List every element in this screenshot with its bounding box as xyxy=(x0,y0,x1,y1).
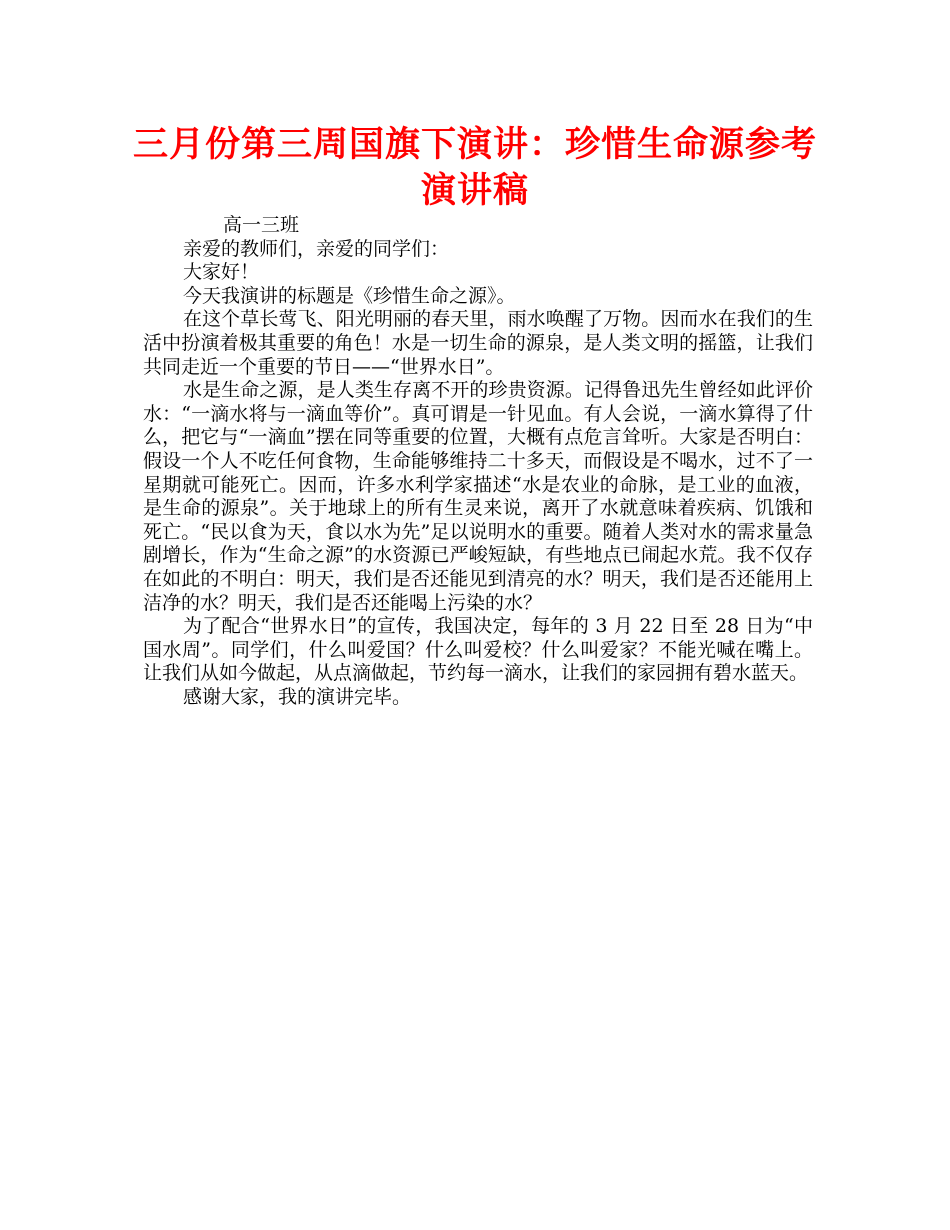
class-name: 高一三班 xyxy=(223,214,300,236)
paragraph-topic: 今天我演讲的标题是《珍惜生命之源》。 xyxy=(183,284,516,307)
paragraph-water-source: 水是生命之源，是人类生存离不开的珍贵资源。记得鲁迅先生曾经如此评价水：“一滴水将与一滴血等价”。真可谓是一针见血。有人会说，一滴水算得了什么，把它与“一滴血”摆在同等重要的位置，大概有点危言耸听。大家是否明白：假设一个人不吃任何食物，生命能够维持二十多天，而假设是不喝水，过不了一星期就可能死亡。因而，许多水利学家描述“水是农业的命脉，是工业的血液，是生命的源泉”。关于地球上的所有生灵来说，离开了水就意味着疾病、饥饿和死亡。“民以食为天，食以水为先”足以说明水的重要。随着人类对水的需求量急剧增长，作为“生命之源”的水资源已严峻短缺，有些地点已闹起水荒。我不仅存在如此的不明白：明天，我们是否还能见到清亮的水？明天，我们是否还能用上洁净的水？明天，我们是否还能喝上污染的水？ xyxy=(143,379,813,614)
document-body xyxy=(143,214,813,709)
paragraph-spring: 在这个草长莺飞、阳光明丽的春天里，雨水唤醒了万物。因而水在我们的生活中扮演着极其重要的角色！水是一切生命的源泉，是人类文明的摇篮，让我们共同走近一个重要的节日——“世界水日”。 xyxy=(143,308,813,378)
paragraph-closing: 感谢大家，我的演讲完毕。 xyxy=(183,685,412,708)
greeting-line: 亲爱的教师们，亲爱的同学们： xyxy=(183,237,450,260)
hello-line: 大家好！ xyxy=(183,261,260,284)
document-title: 三月份第三周国旗下演讲：珍惜生命源参考演讲稿 xyxy=(132,125,817,211)
paragraph-water-week: 为了配合“世界水日”的宣传，我国决定，每年的 3 月 22 日至 28 日为“中国水周”。同学们，什么叫爱国？什么叫爱校？什么叫爱家？不能光喊在嘴上。让我们从如今做起，从点滴做起，节约每一滴水，让我们的家园拥有碧水蓝天。 xyxy=(143,615,813,685)
